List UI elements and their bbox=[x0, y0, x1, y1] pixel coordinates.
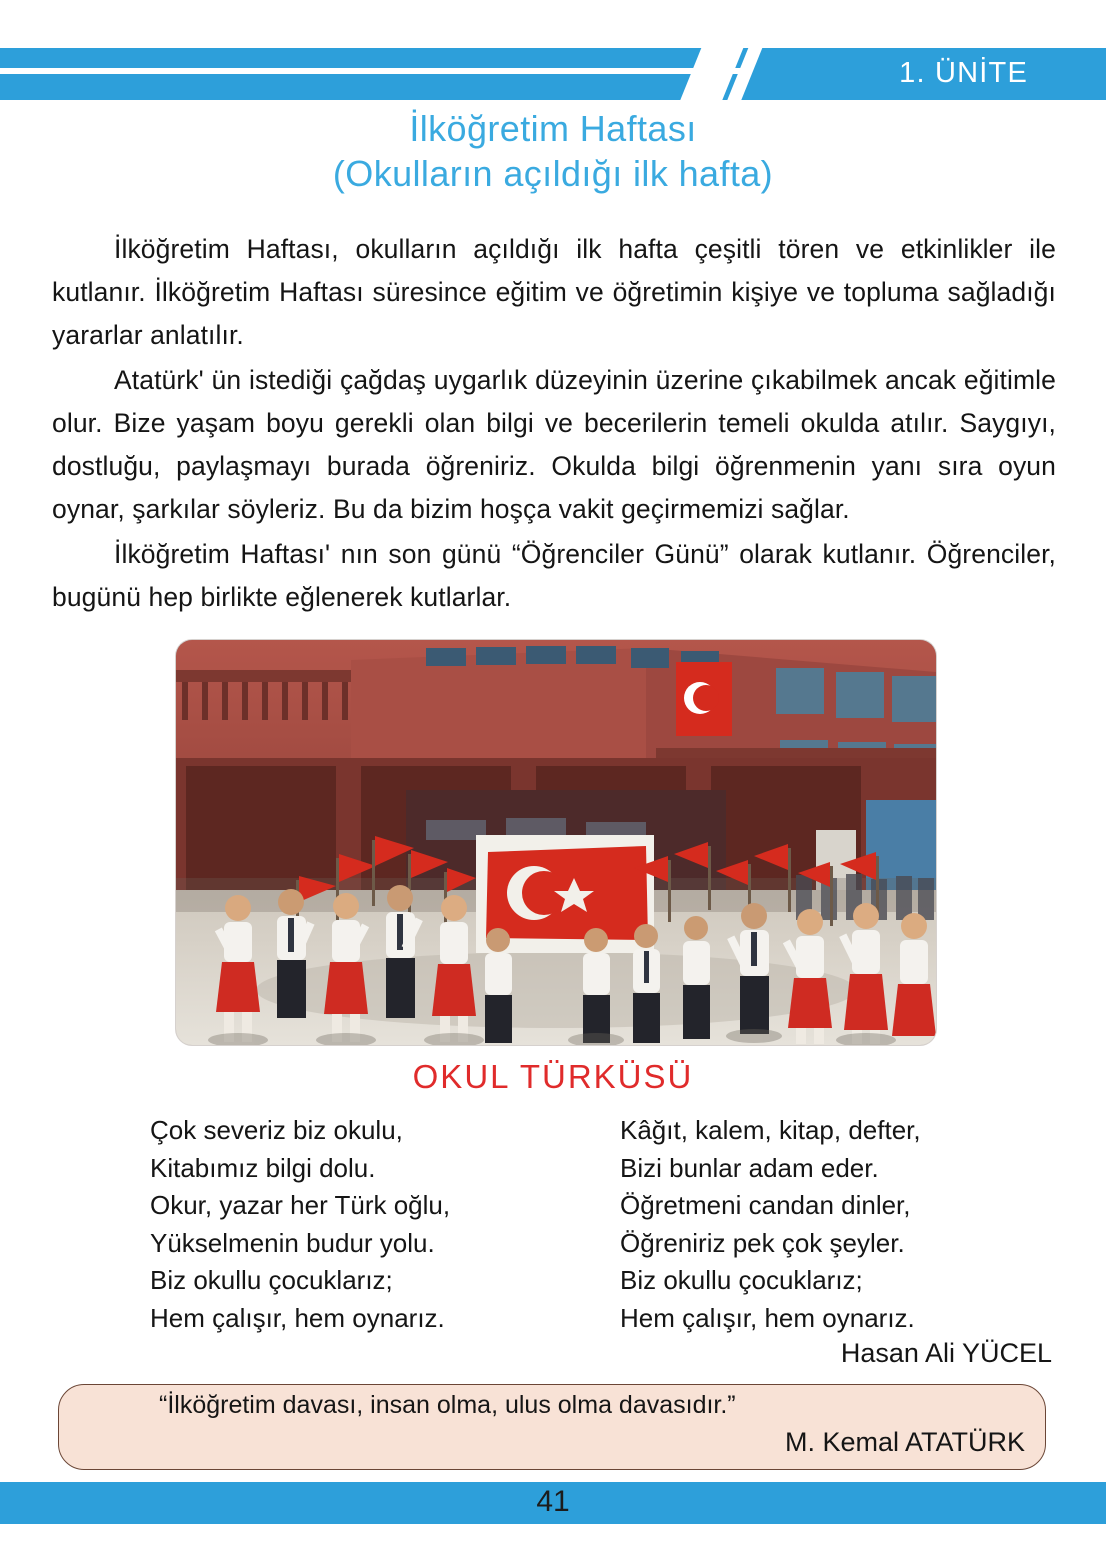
page-number: 41 bbox=[536, 1485, 570, 1518]
lyrics-column-left bbox=[150, 1112, 620, 1337]
song-author: Hasan Ali YÜCEL bbox=[840, 1338, 1052, 1368]
quote-author: M. Kemal ATATÜRK bbox=[784, 1427, 1025, 1457]
page-header bbox=[0, 48, 1106, 100]
article-body bbox=[52, 228, 1056, 619]
song-lyrics bbox=[150, 1112, 1030, 1337]
page-title-line-1: İlköğretim Haftası bbox=[409, 108, 697, 149]
lyric-line: Biz okullu çocuklarız; bbox=[150, 1265, 393, 1295]
song-title: OKUL TÜRKÜSÜ bbox=[412, 1058, 694, 1095]
paragraph: İlköğretim Haftası, okulların açıldığı ilk hafta çeşitli tören ve etkinlikler ile kutlanır. İlköğretim Haftası süresince eğitim ve öğretimin kişiye ve topluma sağladığı yararlar anlatılır. bbox=[52, 234, 1056, 350]
lyric-line: Bizi bunlar adam eder. bbox=[620, 1152, 879, 1183]
paragraph: İlköğretim Haftası' nın son günü “Öğrenciler Günü” olarak kutlanır. Öğrenciler, bugünü hep birlikte eğlenerek kutlarlar. bbox=[52, 539, 1056, 612]
page-title bbox=[0, 106, 1106, 196]
lyric-line: Öğretmeni candan dinler, bbox=[620, 1190, 911, 1220]
lyrics-column-right bbox=[620, 1112, 1030, 1337]
lyric-line: Kâğıt, kalem, kitap, defter, bbox=[620, 1115, 921, 1145]
quote-text: “İlköğretim davası, insan olma, ulus olma davasıdır.” bbox=[159, 1391, 736, 1419]
page-footer bbox=[0, 1482, 1106, 1524]
lyric-line: Hem çalışır, hem oynarız. bbox=[620, 1302, 915, 1333]
lyric-line: Hem çalışır, hem oynarız. bbox=[150, 1302, 445, 1333]
lyric-line: Okur, yazar her Türk oğlu, bbox=[150, 1190, 451, 1220]
ceremony-photo-image bbox=[176, 640, 936, 1045]
lyric-line: Kitabımız bilgi dolu. bbox=[150, 1152, 376, 1183]
lyric-line: Yükselmenin budur yolu. bbox=[150, 1227, 435, 1258]
unit-label: 1. ÜNİTE bbox=[899, 57, 1028, 89]
page-title-line-2: (Okulların açıldığı ilk hafta) bbox=[332, 153, 774, 194]
lyric-line: Çok severiz biz okulu, bbox=[150, 1115, 403, 1145]
lyric-line: Öğreniriz pek çok şeyler. bbox=[620, 1227, 905, 1258]
paragraph: Atatürk' ün istediği çağdaş uygarlık düzeyinin üzerine çıkabilmek ancak eğitimle olur. Bize yaşam boyu gerekli olan bilgi ve becerilerin temeli okulda atılır. Saygıyı, dostluğu, paylaşmayı burada öğreniriz. Okulda bilgi öğrenmenin yanı sıra oyun oynar, şarkılar söyleriz. Bu da bizim hoşça vakit geçirmemizi sağlar. bbox=[52, 365, 1056, 524]
lyric-line: Biz okullu çocuklarız; bbox=[620, 1265, 863, 1295]
ceremony-photo bbox=[176, 640, 936, 1045]
quote-box bbox=[58, 1384, 1046, 1470]
